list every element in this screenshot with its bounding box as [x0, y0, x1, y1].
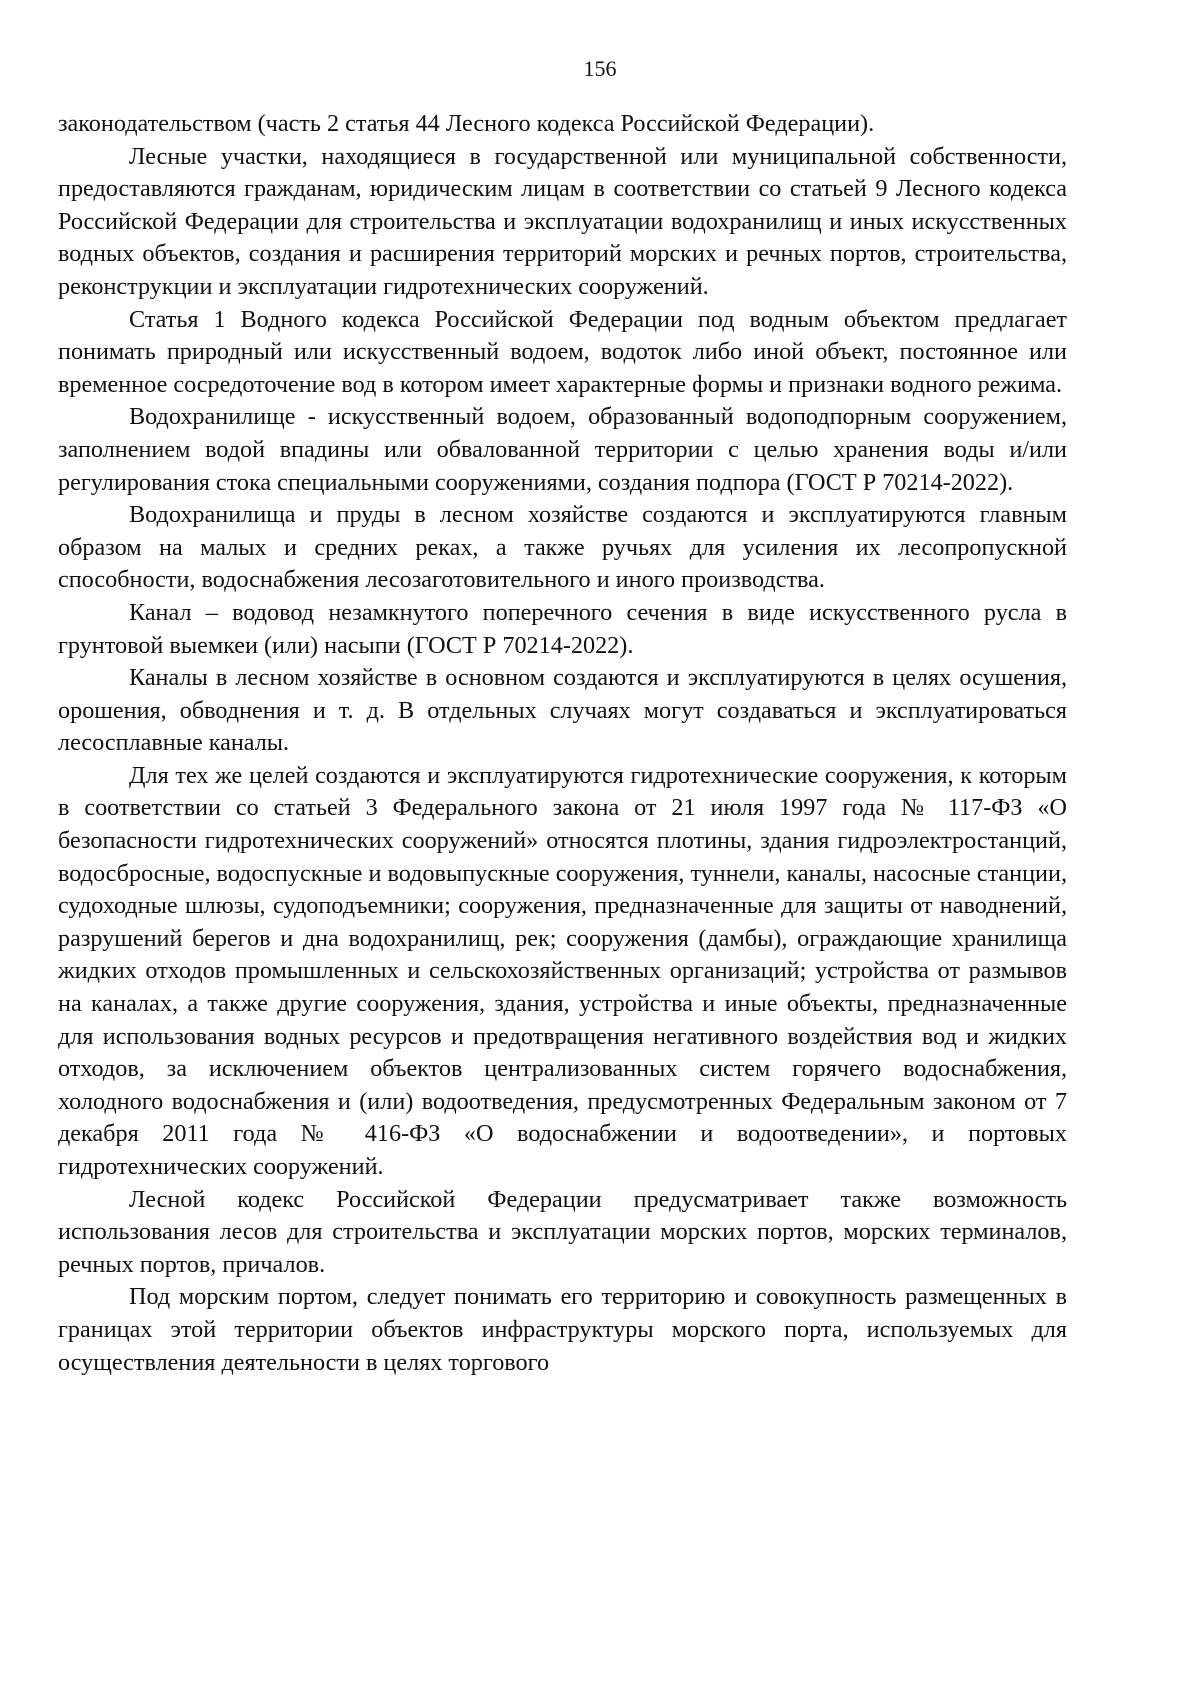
paragraph-water-object-definition: Статья 1 Водного кодекса Российской Федерации под водным объектом предлагает понимать природный или искусственный водоем, водоток либо иной объект, постоянное или временное сосредоточение вод в котором имеет характерные формы и признаки водного режима. — [58, 305, 1067, 398]
paragraph-sea-port: Под морским портом, следует понимать его территорию и совокупность размещенных в границах этой территории объектов инфраструктуры морского порта, используемых для осуществления деятельности в целях торгового — [58, 1283, 1067, 1376]
paragraph-canal-definition: Канал – водовод незамкнутого поперечного сечения в виде искусственного русла в грунтовой выемкеи (или) насыпи (ГОСТ Р 70214-2022). — [58, 598, 1067, 659]
paragraph-forest-plots: Лесные участки, находящиеся в государственной или муниципальной собственности, предоставляются гражданам, юридическим лицам в соответствии со статьей 9 Лесного кодекса Российской Федерации для строительства и эксплуатации водохранилищ и иных искусственных водных объектов, создания и расширения территорий морских и речных портов, строительства, реконструкции и эксплуатации гидротехнических сооружений. — [58, 142, 1067, 300]
paragraph-reservoir-definition: Водохранилище - искусственный водоем, образованный водоподпорным сооружением, заполнением водой впадины или обвалованной территории с целью хранения воды и/или регулирования стока специальными сооружениями, создания подпора (ГОСТ Р 70214-2022). — [58, 403, 1067, 496]
paragraph-ports-use: Лесной кодекс Российской Федерации предусматривает также возможность использования лесов для строительства и эксплуатации морских портов, морских терминалов, речных портов, причалов. — [58, 1185, 1067, 1278]
page-number: 156 — [583, 56, 617, 81]
paragraph-hydraulic-structures: Для тех же целей создаются и эксплуатируются гидротехнические сооружения, к которым в соответствии со статьей 3 Федерального закона от 21 июля 1997 года № 117-ФЗ «О безопасности гидротехнических сооружений» относятся плотины, здания гидроэлектростанций, водосбросные, водоспускные и водовыпускные сооружения, туннели, каналы, насосные станции, судоходные шлюзы, судоподъемники; сооружения, предназначенные для защиты от наводнений, разрушений берегов и дна водохранилищ, рек; сооружения (дамбы), ограждающие хранилища жидких отходов промышленных и сельскохозяйственных организаций; устройства от размывов на каналах, а также другие сооружения, здания, устройства и иные объекты, предназначенные для использования водных ресурсов и предотвращения негативного воздействия вод и жидких отходов, за исключением объектов централизованных систем горячего водоснабжения, холодного водоснабжения и (или) водоотведения, предусмотренных Федеральным законом от 7 декабря 2011 года № 416-ФЗ «О водоснабжении и водоотведении», и портовых гидротехнических сооружений. — [58, 761, 1067, 1180]
paragraph-continuation: законодательством (часть 2 статья 44 Лесного кодекса Российской Федерации). — [58, 110, 875, 137]
paragraph-reservoirs-ponds: Водохранилища и пруды в лесном хозяйстве создаются и эксплуатируются главным образом на малых и средних реках, а также ручьях для усиления их лесопропускной способности, водоснабжения лесозаготовительного и иного производства. — [58, 501, 1067, 594]
paragraph-canals-forestry: Каналы в лесном хозяйстве в основном создаются и эксплуатируются в целях осушения, орошения, обводнения и т. д. В отдельных случаях могут создаваться и эксплуатироваться лесосплавные каналы. — [58, 664, 1067, 757]
body-text — [58, 108, 1067, 1379]
